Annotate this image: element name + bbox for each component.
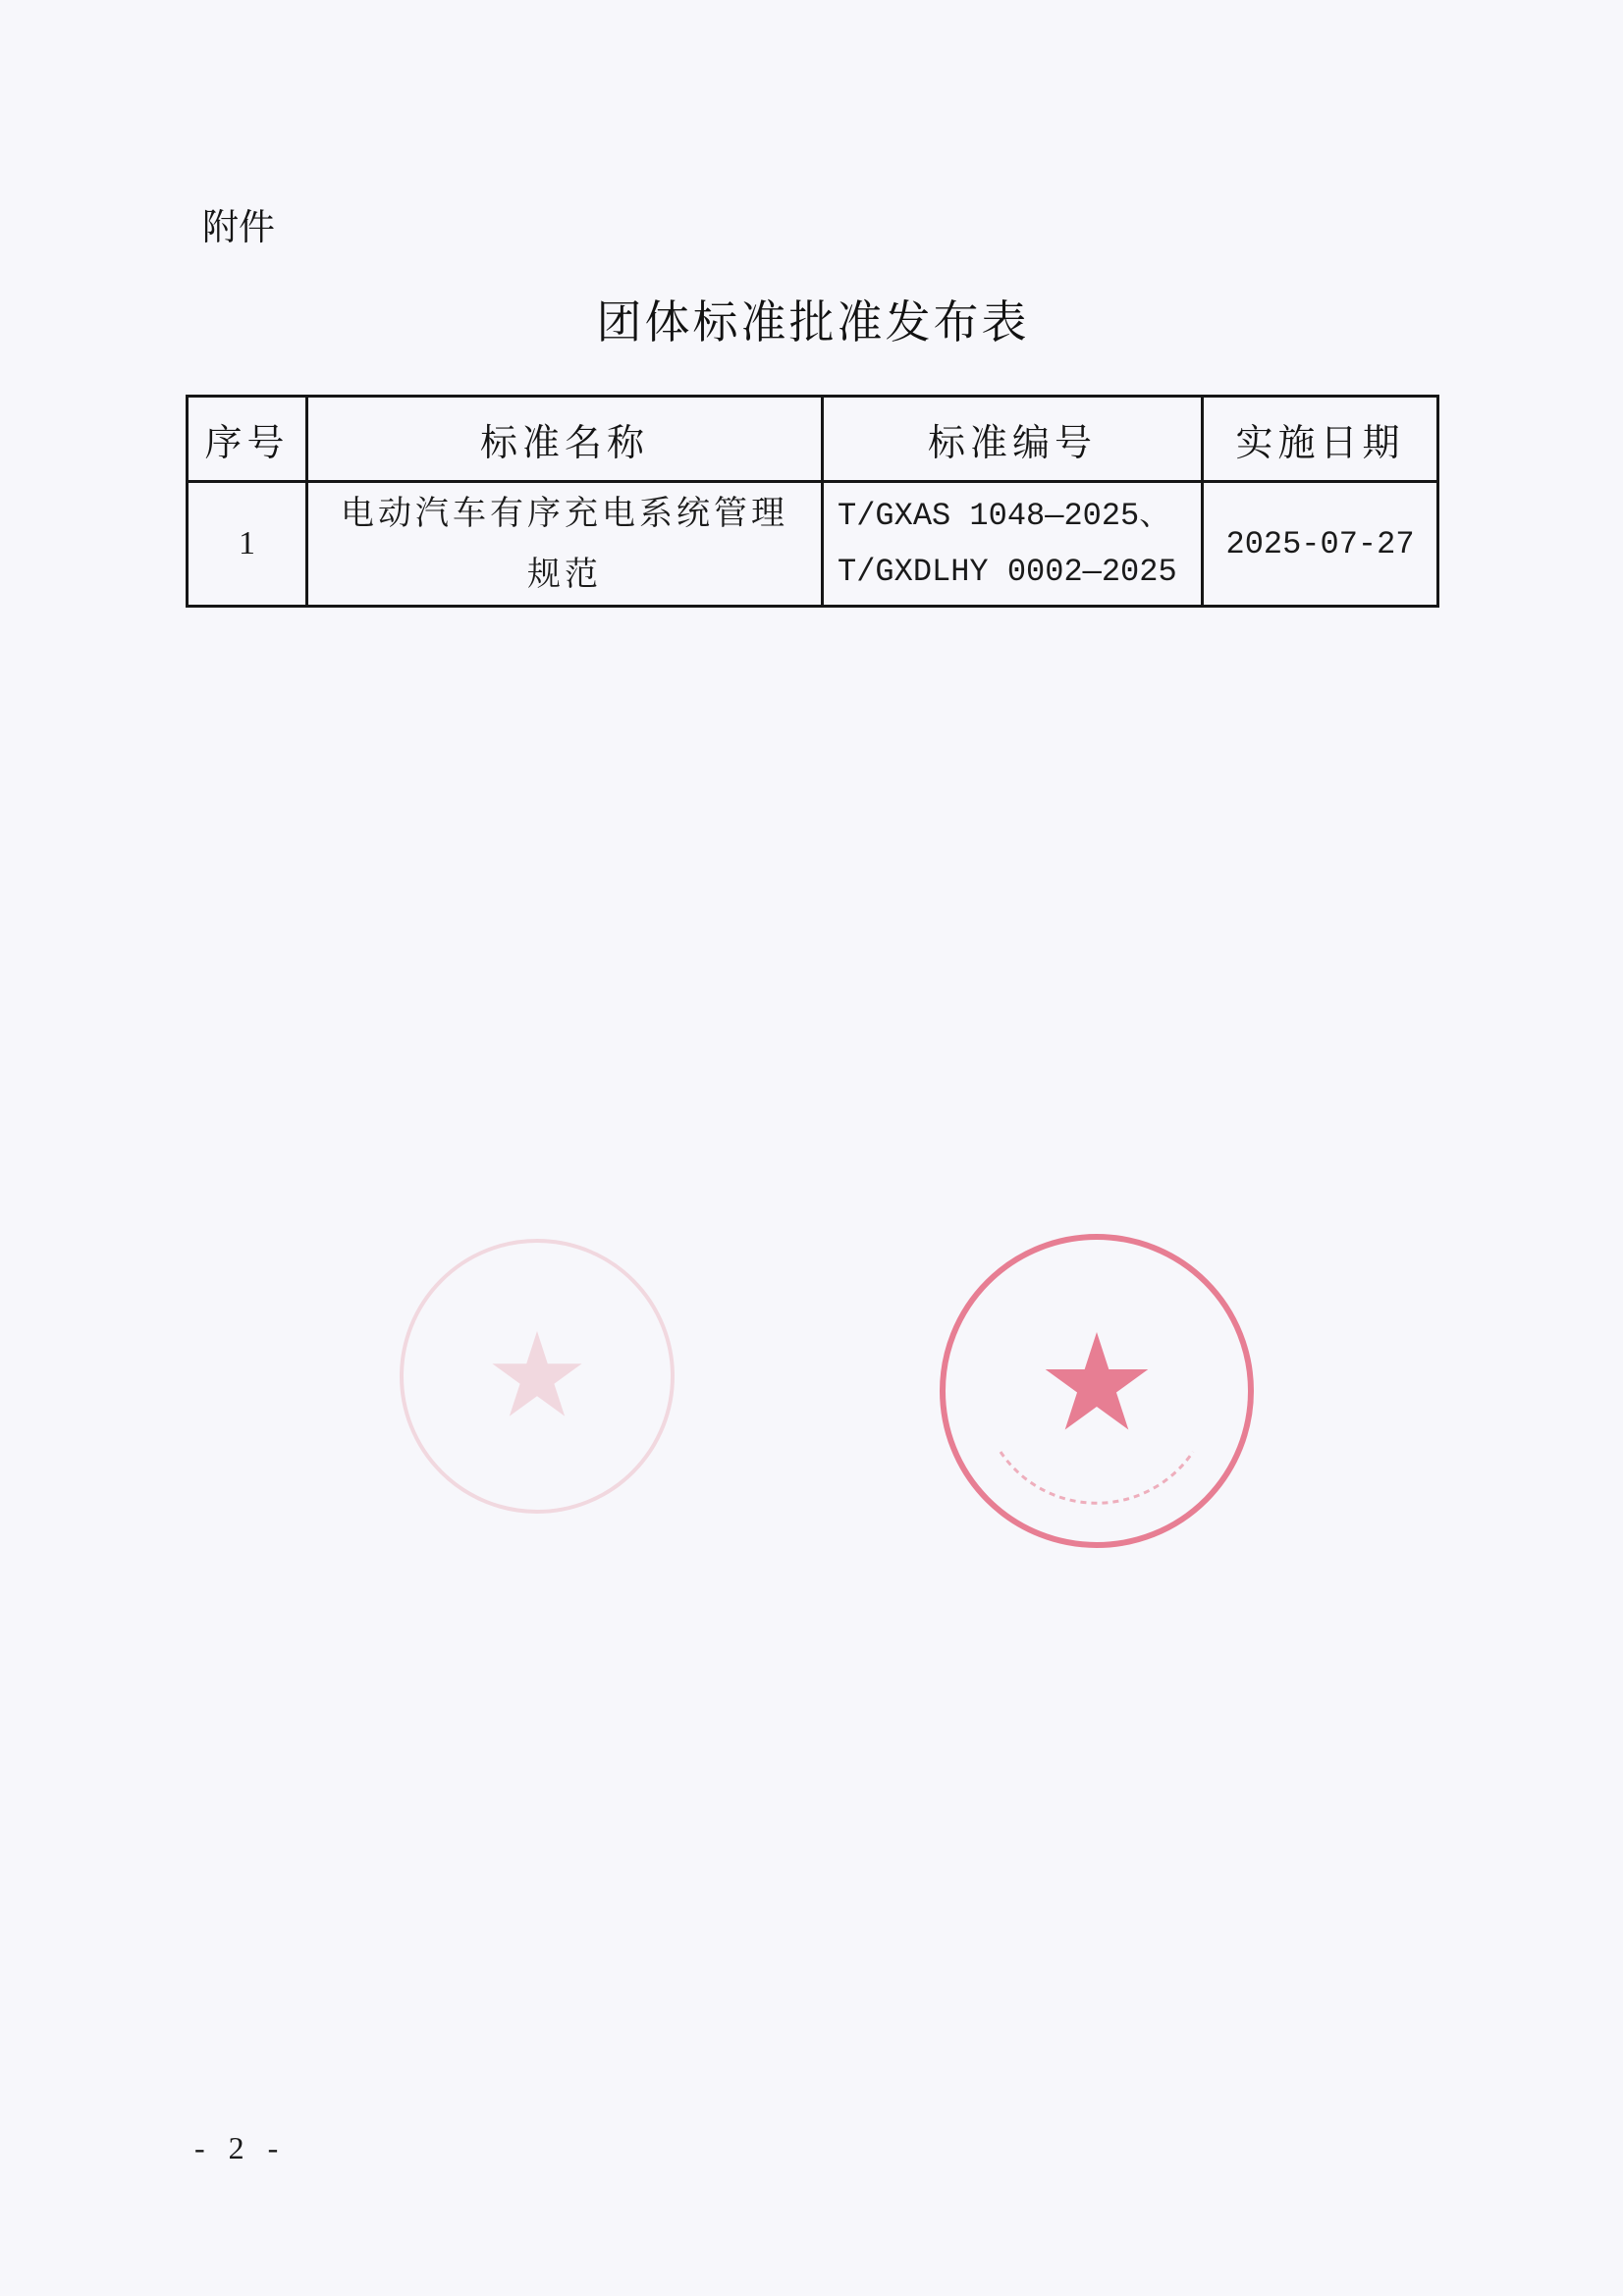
- header-effective-date: 实施日期: [1203, 397, 1438, 482]
- official-seal-icon: [930, 1224, 1264, 1558]
- header-standard-name: 标准名称: [307, 397, 823, 482]
- standards-table: [186, 395, 1439, 608]
- table-row: [188, 482, 1438, 607]
- standard-code-line: T/GXDLHY 0002—2025: [838, 554, 1177, 590]
- cell-seq: 1: [188, 482, 307, 607]
- page-number: - 2 -: [194, 2130, 287, 2165]
- page-title: 团体标准批准发布表: [596, 295, 1030, 348]
- header-seq: 序号: [188, 397, 307, 482]
- attachment-label: 附件: [202, 206, 275, 248]
- header-standard-code: 标准编号: [823, 397, 1203, 482]
- faint-seal-icon: [390, 1229, 684, 1523]
- table-header-row: [188, 397, 1438, 482]
- standard-code-line: T/GXAS 1048—2025、: [838, 498, 1171, 534]
- cell-standard-name: 电动汽车有序充电系统管理规范: [307, 482, 823, 607]
- cell-standard-code: [823, 482, 1203, 607]
- cell-effective-date: 2025-07-27: [1203, 482, 1438, 607]
